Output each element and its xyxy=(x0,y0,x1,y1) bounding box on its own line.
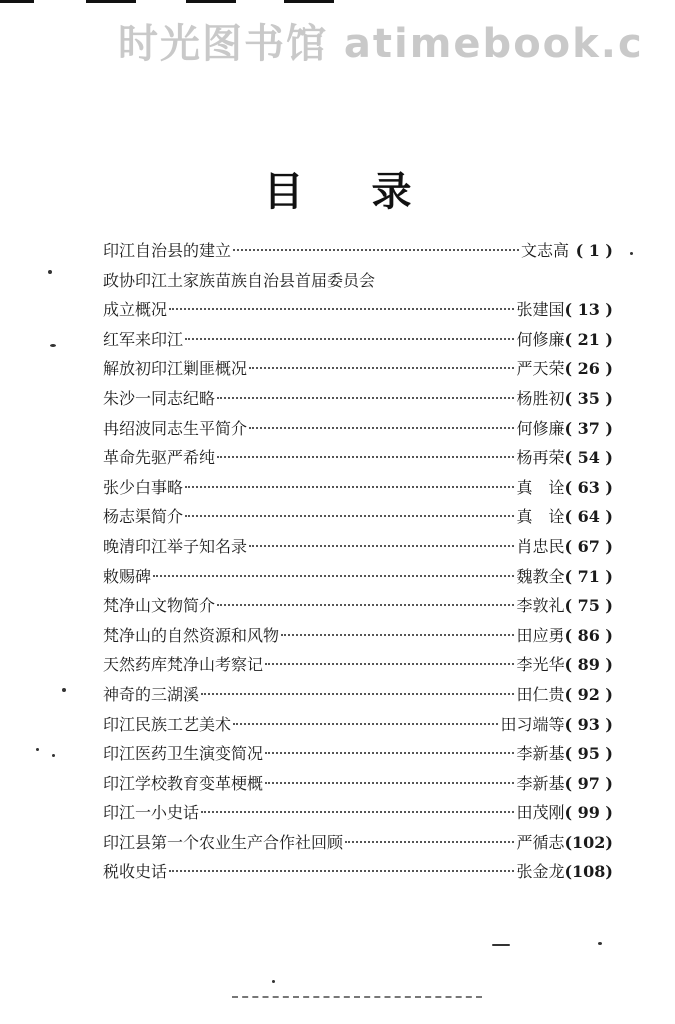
dot-leader xyxy=(169,870,514,872)
toc-entry xyxy=(103,712,613,742)
entry-author: 真 诠 xyxy=(516,477,565,497)
entry-page: ( 86 ) xyxy=(564,625,613,645)
entry-author: 严天荣 xyxy=(516,359,565,379)
entry-page: ( 71 ) xyxy=(564,566,613,586)
entry-author: 张建国 xyxy=(516,300,565,320)
entry-author: 文志高 xyxy=(520,241,569,260)
entry-title: 印江学校教育变革梗概 xyxy=(103,773,264,793)
toc-entry xyxy=(103,327,613,357)
scan-speck xyxy=(50,344,56,347)
entry-author: 严循志 xyxy=(516,832,565,852)
entry-page: ( 93 ) xyxy=(564,714,613,734)
entry-author: 杨再荣 xyxy=(516,448,565,468)
dot-leader xyxy=(249,367,514,369)
entry-page: ( 13 ) xyxy=(564,300,613,320)
scan-speck xyxy=(272,980,275,983)
dot-leader xyxy=(153,575,514,577)
entry-title: 冉绍波同志生平简介 xyxy=(103,418,248,438)
toc-entry xyxy=(103,682,613,712)
dot-leader xyxy=(249,427,514,429)
scan-speck xyxy=(598,942,602,945)
entry-page: ( 64 ) xyxy=(564,507,613,527)
scan-speck xyxy=(52,754,55,757)
entry-page: ( 67 ) xyxy=(564,536,613,556)
entry-title: 梵净山的自然资源和风物 xyxy=(103,625,280,645)
entry-page: ( 26 ) xyxy=(564,359,613,379)
entry-author: 田应勇 xyxy=(516,625,565,645)
entry-page: ( 37 ) xyxy=(564,418,613,438)
entry-author: 李新基 xyxy=(516,744,565,764)
scan-speck xyxy=(48,270,52,274)
dot-leader xyxy=(345,841,514,843)
toc-entry xyxy=(103,741,613,771)
entry-title: 神奇的三湖溪 xyxy=(103,684,200,704)
bottom-rule xyxy=(232,996,482,998)
entry-page: ( 92 ) xyxy=(564,684,613,704)
entry-page: ( 54 ) xyxy=(564,448,613,468)
toc-entry xyxy=(103,386,613,416)
entry-title: 敕赐碑 xyxy=(103,566,152,586)
entry-author: 杨胜初 xyxy=(516,388,565,408)
dot-leader xyxy=(217,604,514,606)
top-rule xyxy=(86,0,136,3)
entry-title: 税收史话 xyxy=(103,862,168,882)
toc-entry xyxy=(103,445,613,475)
entry-author: 田茂刚 xyxy=(516,803,565,823)
entry-page: ( 1 ) xyxy=(575,241,613,260)
toc-entry xyxy=(103,652,613,682)
toc-entry xyxy=(103,564,613,594)
entry-title: 政协印江土家族苗族自治县首届委员会 xyxy=(103,270,376,290)
entry-title: 印江一小史话 xyxy=(103,803,200,823)
entry-title: 红军来印江 xyxy=(103,329,184,349)
entry-title: 杨志渠简介 xyxy=(103,507,184,527)
dot-leader xyxy=(201,693,514,695)
entry-author: 田仁贵 xyxy=(516,684,565,704)
scan-speck xyxy=(492,944,510,946)
scan-speck xyxy=(62,688,66,692)
entry-title: 朱沙一同志纪略 xyxy=(103,388,216,408)
entry-author: 肖忠民 xyxy=(516,536,565,556)
entry-author: 李光华 xyxy=(516,655,565,675)
entry-title: 天然药库梵净山考察记 xyxy=(103,655,264,675)
dot-leader xyxy=(249,545,514,547)
toc-entry xyxy=(103,859,613,889)
entry-title: 解放初印江剿匪概况 xyxy=(103,359,248,379)
toc-entry xyxy=(103,356,613,386)
entry-page: ( 89 ) xyxy=(564,655,613,675)
entry-page: ( 35 ) xyxy=(564,388,613,408)
dot-leader xyxy=(265,752,514,754)
entry-title: 印江民族工艺美术 xyxy=(103,714,232,734)
toc-entry xyxy=(103,297,613,327)
entry-page: (102) xyxy=(564,832,613,852)
entry-title: 印江医药卫生演变简况 xyxy=(103,744,264,764)
dot-leader xyxy=(201,811,514,813)
toc-entry xyxy=(103,416,613,446)
dot-leader xyxy=(185,338,514,340)
toc-entry xyxy=(103,800,613,830)
entry-author: 何修廉 xyxy=(516,329,565,349)
dot-leader xyxy=(233,249,519,251)
entry-page: (108) xyxy=(564,862,613,882)
entry-page: ( 75 ) xyxy=(564,596,613,616)
toc-entry xyxy=(103,238,613,268)
dot-leader xyxy=(233,723,498,725)
entry-author: 李新基 xyxy=(516,773,565,793)
entry-page: ( 95 ) xyxy=(564,744,613,764)
entry-page: ( 21 ) xyxy=(564,329,613,349)
dot-leader xyxy=(281,634,514,636)
scan-speck xyxy=(36,748,39,751)
dot-leader xyxy=(265,782,514,784)
toc-entry xyxy=(103,771,613,801)
entry-title: 成立概况 xyxy=(103,300,168,320)
entry-title: 印江自治县的建立 xyxy=(103,241,232,260)
entry-title: 革命先驱严希纯 xyxy=(103,448,216,468)
table-of-contents xyxy=(103,238,613,889)
entry-title: 印江县第一个农业生产合作社回顾 xyxy=(103,832,344,852)
entry-title: 晚清印江举子知名录 xyxy=(103,536,248,556)
page-title: 目录 xyxy=(263,168,480,215)
toc-entry xyxy=(103,504,613,534)
top-rule xyxy=(0,0,34,3)
entry-author: 张金龙 xyxy=(516,862,565,882)
entry-page: ( 63 ) xyxy=(564,477,613,497)
dot-leader xyxy=(217,397,514,399)
entry-author: 李敦礼 xyxy=(516,596,565,616)
entry-title: 张少白事略 xyxy=(103,477,184,497)
dot-leader xyxy=(217,456,514,458)
dot-leader xyxy=(185,486,514,488)
entry-author: 魏教全 xyxy=(516,566,565,586)
entry-author: 田习端等 xyxy=(500,714,565,734)
dot-leader xyxy=(265,663,514,665)
toc-entry xyxy=(103,534,613,564)
entry-title: 梵净山文物简介 xyxy=(103,596,216,616)
toc-entry xyxy=(103,623,613,653)
watermark: 时光图书馆 atimebook.c xyxy=(118,21,644,67)
dot-leader xyxy=(185,515,514,517)
top-rule xyxy=(186,0,236,3)
top-rule xyxy=(284,0,334,3)
toc-entry xyxy=(103,593,613,623)
entry-page: ( 99 ) xyxy=(564,803,613,823)
toc-entry xyxy=(103,475,613,505)
toc-entry xyxy=(103,830,613,860)
toc-entry xyxy=(103,268,613,298)
dot-leader xyxy=(169,308,514,310)
entry-page: ( 97 ) xyxy=(564,773,613,793)
scan-speck xyxy=(630,252,633,255)
entry-author: 真 诠 xyxy=(516,507,565,527)
entry-author: 何修廉 xyxy=(516,418,565,438)
